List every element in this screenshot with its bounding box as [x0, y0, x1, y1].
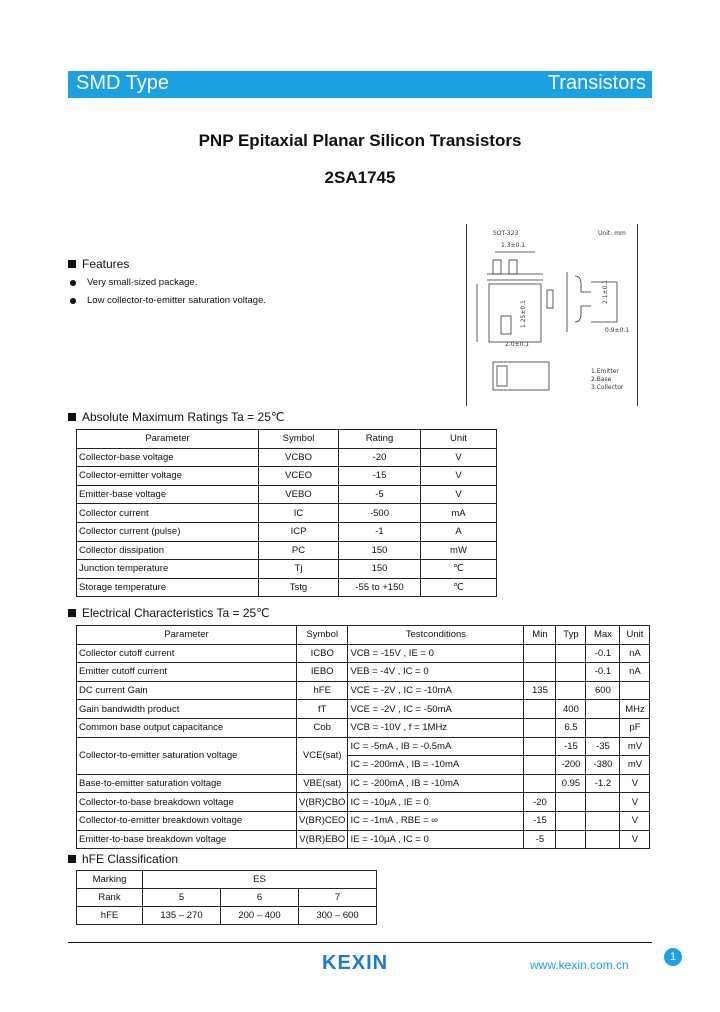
cell-symbol: IEBO: [297, 663, 348, 682]
ec-heading-label: Electrical Characteristics Ta = 25℃: [82, 606, 270, 620]
column-header: Symbol: [259, 430, 339, 449]
document-title: PNP Epitaxial Planar Silicon Transistors: [198, 131, 522, 150]
pin-label: 3.Collector: [591, 384, 624, 391]
cell-typ: 6.5: [556, 718, 586, 737]
cell-max: -380: [586, 756, 620, 775]
cell-conditions: IC = -200mA , IB = -10mA: [348, 774, 524, 793]
cell-typ: [556, 644, 586, 663]
column-header: Unit: [421, 430, 497, 449]
cell-symbol: PC: [259, 541, 339, 560]
feature-item: [70, 295, 266, 306]
table-row: [77, 774, 650, 793]
cell-conditions: VCE = -2V , IC = -10mA: [348, 681, 524, 700]
dim-label: 0.9±0.1: [605, 327, 630, 334]
dot-bullet-icon: [70, 298, 76, 304]
feature-text: Low collector-to-emitter saturation voltage.: [87, 295, 266, 306]
cell-parameter: Collector cutoff current: [77, 644, 297, 663]
square-bullet-icon: [68, 609, 76, 617]
hfe-classification-table: [76, 870, 377, 925]
cell-typ: 400: [556, 700, 586, 719]
cell-min: -20: [524, 793, 556, 812]
cell-max: [586, 700, 620, 719]
electrical-characteristics-table: [76, 625, 650, 849]
hfe-heading: [68, 852, 178, 866]
cell-min: 135: [524, 681, 556, 700]
table-row: [77, 907, 377, 925]
cell-unit: nA: [620, 644, 650, 663]
table-row: [77, 663, 650, 682]
cell-symbol: V(BR)CBO: [297, 793, 348, 812]
column-header: Parameter: [77, 626, 297, 645]
cell-symbol: ICBO: [297, 644, 348, 663]
table-row: [77, 889, 377, 907]
cell-rating: -20: [339, 448, 421, 467]
cell-symbol: hFE: [297, 681, 348, 700]
table-row: [77, 830, 650, 849]
cell-conditions: VCB = -15V , IE = 0: [348, 644, 524, 663]
table-row: [77, 541, 497, 560]
cell-unit: MHz: [620, 700, 650, 719]
cell-parameter: Collector-to-emitter breakdown voltage: [77, 811, 297, 830]
cell-rating: -5: [339, 485, 421, 504]
cell-min: [524, 756, 556, 775]
cell-range: 300 – 600: [299, 907, 377, 925]
cell-rating: 150: [339, 560, 421, 579]
cell-conditions: VEB = -4V , IC = 0: [348, 663, 524, 682]
hfe-heading-label: hFE Classification: [82, 852, 179, 866]
cell-rank: 5: [143, 889, 221, 907]
table-row: [77, 871, 377, 889]
square-bullet-icon: [68, 260, 76, 268]
cell-symbol: VCBO: [259, 448, 339, 467]
banner-left-text: SMD Type: [76, 72, 169, 94]
cell-max: [586, 811, 620, 830]
header-banner: [68, 71, 652, 98]
table-row: [77, 560, 497, 579]
cell-symbol: VEBO: [259, 485, 339, 504]
cell-min: [524, 718, 556, 737]
table-header-row: [77, 626, 650, 645]
pin-label: 2.Base: [591, 376, 612, 383]
cell-parameter: DC current Gain: [77, 681, 297, 700]
cell-symbol: VCEO: [259, 467, 339, 486]
absolute-maximum-ratings-table: [76, 429, 497, 597]
table-row: [77, 522, 497, 541]
cell-conditions: VCB = -10V , f = 1MHz: [348, 718, 524, 737]
cell-symbol: Cob: [297, 718, 348, 737]
cell-typ: [556, 663, 586, 682]
package-drawing: [466, 224, 638, 406]
cell-conditions: IC = -1mA , RBE = ∞: [348, 811, 524, 830]
cell-unit: V: [421, 448, 497, 467]
cell-rating: 150: [339, 541, 421, 560]
row-label: Marking: [77, 871, 143, 889]
package-unit: Unit: mm: [598, 230, 626, 237]
column-header: Symbol: [297, 626, 348, 645]
cell-rank: 6: [221, 889, 299, 907]
cell-parameter: Collector current (pulse): [77, 522, 259, 541]
column-header: Parameter: [77, 430, 259, 449]
cell-unit: V: [620, 811, 650, 830]
cell-unit: V: [421, 485, 497, 504]
cell-unit: pF: [620, 718, 650, 737]
cell-rating: -1: [339, 522, 421, 541]
cell-unit: mW: [421, 541, 497, 560]
cell-parameter: Collector current: [77, 504, 259, 523]
company-logo: KEXIN: [322, 952, 389, 974]
package-name: SOT-323: [493, 230, 519, 237]
table-row: [77, 681, 650, 700]
cell-max: [586, 718, 620, 737]
amr-heading-label: Absolute Maximum Ratings Ta = 25℃: [82, 410, 285, 424]
table-row: [77, 793, 650, 812]
dim-label: 2.1±0.1: [602, 279, 609, 304]
cell-min: [524, 737, 556, 756]
cell-typ: -15: [556, 737, 586, 756]
square-bullet-icon: [68, 413, 76, 421]
cell-unit: [620, 681, 650, 700]
column-header: Typ: [556, 626, 586, 645]
cell-parameter: Emitter cutoff current: [77, 663, 297, 682]
cell-rank: 7: [299, 889, 377, 907]
cell-conditions: IC = -200mA , IB = -10mA: [348, 756, 524, 775]
cell-max: 600: [586, 681, 620, 700]
cell-symbol: Tj: [259, 560, 339, 579]
cell-conditions: VCE = -2V , IC = -50mA: [348, 700, 524, 719]
cell-marking: ES: [143, 871, 377, 889]
cell-range: 135 – 270: [143, 907, 221, 925]
cell-parameter: Collector-to-base breakdown voltage: [77, 793, 297, 812]
table-row: [77, 718, 650, 737]
cell-unit: V: [620, 830, 650, 849]
cell-unit: V: [620, 774, 650, 793]
features-heading-label: Features: [82, 257, 130, 271]
cell-min: -5: [524, 830, 556, 849]
table-row: [77, 448, 497, 467]
cell-parameter: Junction temperature: [77, 560, 259, 579]
cell-conditions: IC = -10μA , IE = 0: [348, 793, 524, 812]
feature-item: [70, 277, 197, 288]
cell-max: -0.1: [586, 663, 620, 682]
cell-min: [524, 700, 556, 719]
cell-parameter: Collector-base voltage: [77, 448, 259, 467]
cell-symbol: Tstg: [259, 578, 339, 597]
cell-unit: ℃: [421, 578, 497, 597]
cell-unit: ℃: [421, 560, 497, 579]
part-number: 2SA1745: [324, 168, 396, 187]
cell-parameter: Collector dissipation: [77, 541, 259, 560]
cell-parameter: Base-to-emitter saturation voltage: [77, 774, 297, 793]
table-row: [77, 737, 650, 756]
package-outline-icon: [467, 224, 637, 406]
ec-heading: [68, 606, 270, 620]
cell-symbol: IC: [259, 504, 339, 523]
cell-rating: -55 to +150: [339, 578, 421, 597]
cell-typ: [556, 793, 586, 812]
column-header: Unit: [620, 626, 650, 645]
cell-min: -15: [524, 811, 556, 830]
cell-parameter: Gain bandwidth product: [77, 700, 297, 719]
cell-unit: A: [421, 522, 497, 541]
cell-parameter: Common base output capacitance: [77, 718, 297, 737]
cell-min: [524, 644, 556, 663]
cell-min: [524, 663, 556, 682]
cell-unit: nA: [620, 663, 650, 682]
cell-min: [524, 774, 556, 793]
amr-heading: [68, 410, 284, 424]
cell-unit: mV: [620, 756, 650, 775]
cell-range: 200 – 400: [221, 907, 299, 925]
square-bullet-icon: [68, 855, 76, 863]
cell-symbol: VBE(sat): [297, 774, 348, 793]
cell-max: -35: [586, 737, 620, 756]
footer-rule: [68, 942, 652, 943]
cell-symbol: ICP: [259, 522, 339, 541]
cell-conditions: IC = -5mA , IB = -0.5mA: [348, 737, 524, 756]
cell-unit: mV: [620, 737, 650, 756]
cell-parameter: Collector-to-emitter saturation voltage: [77, 737, 297, 774]
table-header-row: [77, 430, 497, 449]
cell-symbol: fT: [297, 700, 348, 719]
banner-right-text: Transistors: [547, 72, 646, 94]
dot-bullet-icon: [70, 280, 76, 286]
dim-label: 1.3±0.1: [501, 242, 526, 249]
table-row: [77, 485, 497, 504]
cell-parameter: Collector-emitter voltage: [77, 467, 259, 486]
cell-parameter: Storage temperature: [77, 578, 259, 597]
pin-label: 1.Emitter: [591, 368, 619, 375]
cell-parameter: Emitter-base voltage: [77, 485, 259, 504]
cell-rating: -15: [339, 467, 421, 486]
column-header: Min: [524, 626, 556, 645]
column-header: Testconditions: [348, 626, 524, 645]
feature-text: Very small-sized package.: [87, 277, 198, 288]
cell-rating: -500: [339, 504, 421, 523]
cell-conditions: IE = -10μA , IC = 0: [348, 830, 524, 849]
cell-max: [586, 830, 620, 849]
page-number: 1: [664, 948, 682, 966]
cell-typ: 0.95: [556, 774, 586, 793]
table-row: [77, 504, 497, 523]
cell-max: -1.2: [586, 774, 620, 793]
website-link[interactable]: www.kexin.com.cn: [530, 958, 629, 972]
column-header: Rating: [339, 430, 421, 449]
cell-typ: [556, 811, 586, 830]
row-label: hFE: [77, 907, 143, 925]
cell-symbol: V(BR)CEO: [297, 811, 348, 830]
cell-symbol: V(BR)EBO: [297, 830, 348, 849]
table-row: [77, 811, 650, 830]
table-row: [77, 578, 497, 597]
cell-unit: V: [421, 467, 497, 486]
cell-unit: mA: [421, 504, 497, 523]
row-label: Rank: [77, 889, 143, 907]
cell-typ: [556, 830, 586, 849]
table-row: [77, 467, 497, 486]
column-header: Max: [586, 626, 620, 645]
cell-max: [586, 793, 620, 812]
cell-unit: V: [620, 793, 650, 812]
cell-parameter: Emitter-to-base breakdown voltage: [77, 830, 297, 849]
table-row: [77, 644, 650, 663]
dim-label: 2.0±0.1: [505, 341, 530, 348]
dim-label: 1.25±0.1: [520, 300, 527, 328]
cell-typ: -200: [556, 756, 586, 775]
cell-max: -0.1: [586, 644, 620, 663]
cell-symbol: VCE(sat): [297, 737, 348, 774]
table-row: [77, 700, 650, 719]
features-heading: [68, 257, 129, 271]
cell-typ: [556, 681, 586, 700]
